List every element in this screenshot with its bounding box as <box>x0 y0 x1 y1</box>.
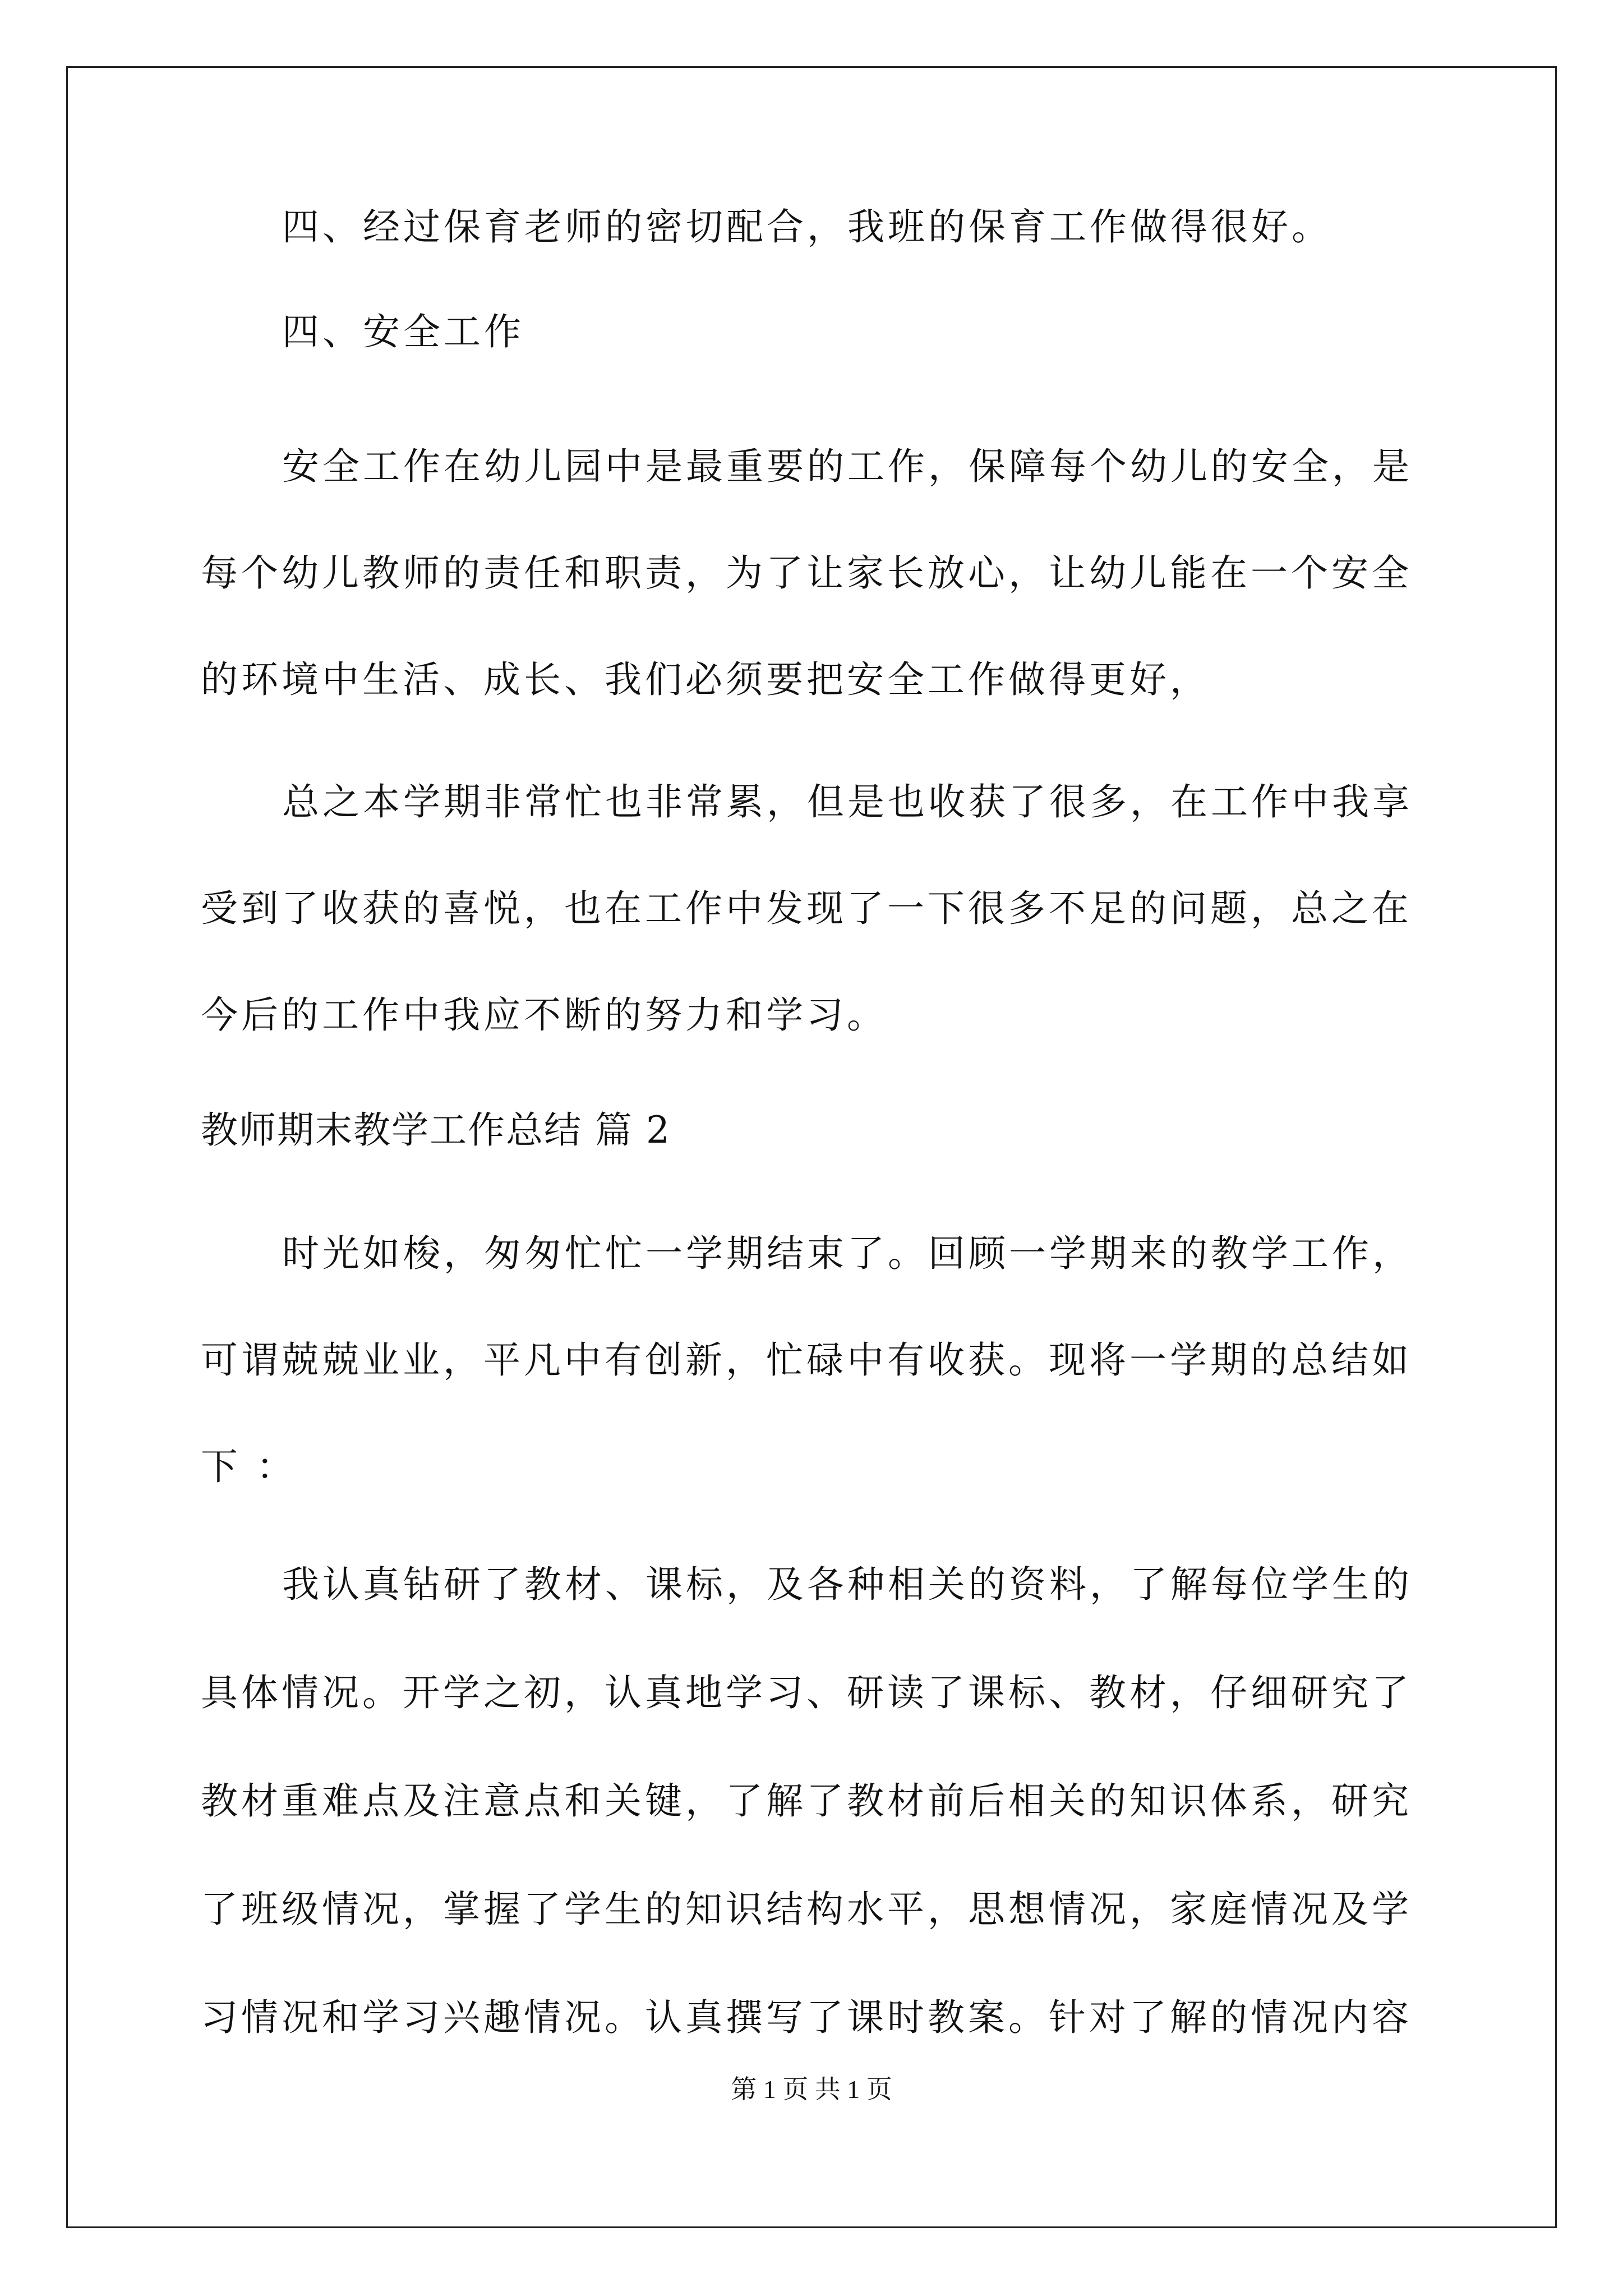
paragraph-line: 下 ： <box>201 1445 297 1488</box>
paragraph-line: 的环境中生活、成长、我们必须要把安全工作做得更好， <box>201 658 1210 701</box>
section-heading: 四、安全工作 <box>282 310 524 353</box>
paragraph-line: 受到了收获的喜悦，也在工作中发现了一下很多不足的问题，总之在 <box>201 887 1412 930</box>
paragraph-line: 今后的工作中我应不断的努力和学习。 <box>201 993 887 1037</box>
paragraph-line: 具体情况。开学之初，认真地学习、研读了课标、教材，仔细研究了 <box>201 1671 1412 1714</box>
article-title: 教师期末教学工作总结 篇 2 <box>201 1108 671 1152</box>
paragraph-line: 我认真钻研了教材、课标，及各种相关的资料，了解每位学生的 <box>282 1563 1413 1606</box>
paragraph-line: 教材重难点及注意点和关键，了解了教材前后相关的知识体系，研究 <box>201 1779 1412 1823</box>
paragraph-line: 可谓兢兢业业，平凡中有创新，忙碌中有收获。现将一学期的总结如 <box>201 1338 1412 1382</box>
paragraph-line: 四、经过保育老师的密切配合，我班的保育工作做得很好。 <box>282 205 1332 249</box>
paragraph-line: 习情况和学习兴趣情况。认真撰写了课时教案。针对了解的情况内容 <box>201 1996 1412 2039</box>
paragraph-line: 了班级情况，掌握了学生的知识结构水平，思想情况，家庭情况及学 <box>201 1888 1412 1931</box>
paragraph-line: 每个幼儿教师的责任和职责，为了让家长放心，让幼儿能在一个安全 <box>201 551 1412 595</box>
paragraph-line: 安全工作在幼儿园中是最重要的工作，保障每个幼儿的安全，是 <box>282 445 1413 488</box>
page-footer: 第 1 页 共 1 页 <box>731 2075 892 2104</box>
paragraph-line: 总之本学期非常忙也非常累，但是也收获了很多，在工作中我享 <box>282 780 1413 823</box>
paragraph-line: 时光如梭，匆匆忙忙一学期结束了。回顾一学期来的教学工作， <box>282 1232 1413 1275</box>
